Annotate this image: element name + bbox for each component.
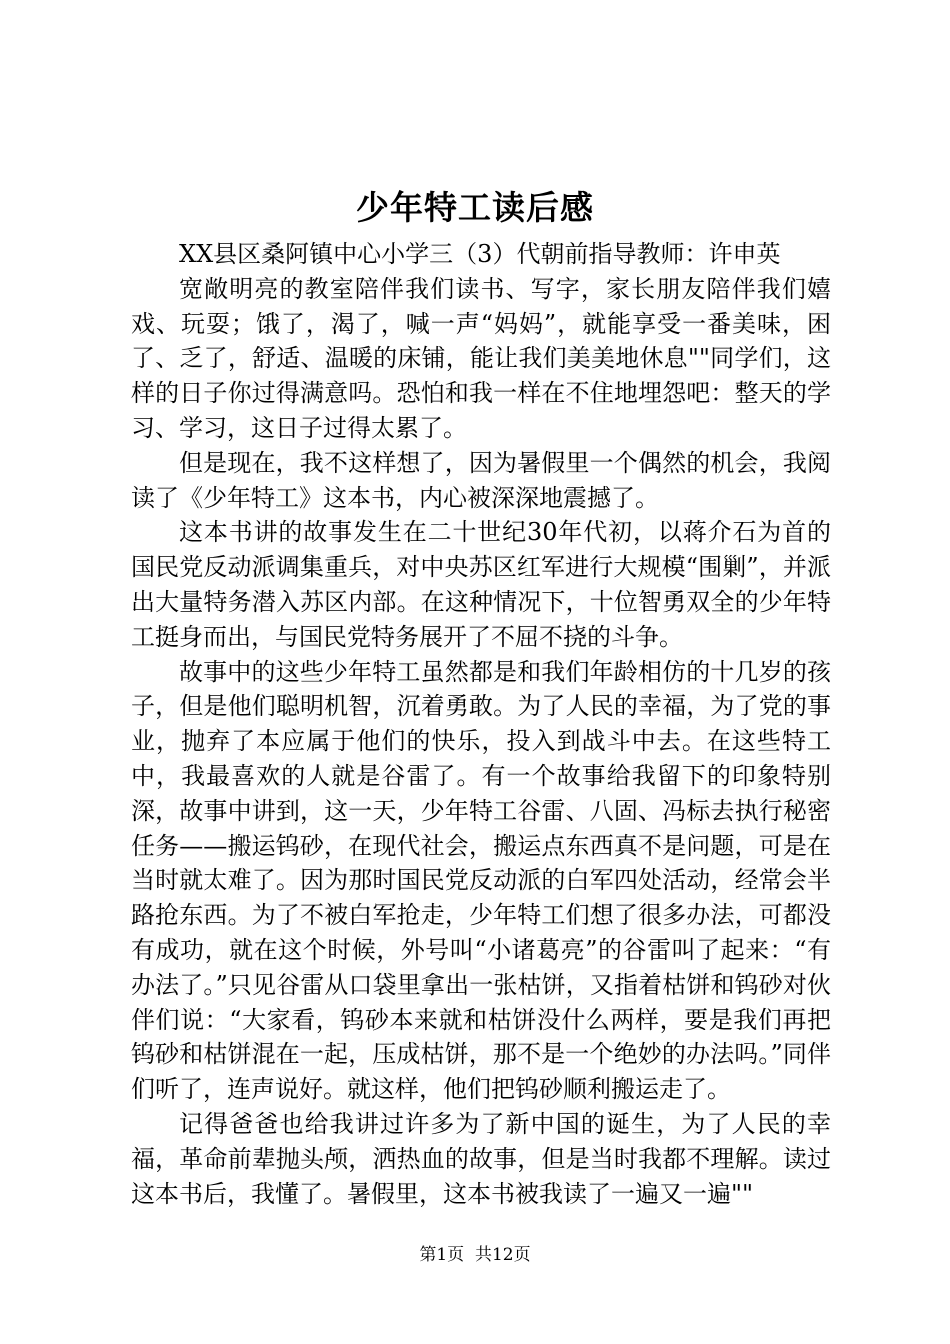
paragraph: 宽敞明亮的教室陪伴我们读书、写字，家长朋友陪伴我们嬉戏、玩耍；饿了，渴了，喊一声“妈妈”，就能享受一番美味，困了、乏了，舒适、温暖的床铺，能让我们美美地休息""同学们，这样的日子你过得满意吗。恐怕和我一样在不住地埋怨吧：整天的学习、学习，这日子过得太累了。 [131,274,831,442]
page-footer: 第1页 共12页 [419,1245,531,1265]
paragraph: 故事中的这些少年特工虽然都是和我们年龄相仿的十几岁的孩子，但是他们聪明机智，沉着勇敢。为了人民的幸福，为了党的事业，抛弃了本应属于他们的快乐，投入到战斗中去。在这些特工中，我最喜欢的人就是谷雷了。有一个故事给我留下的印象特别深，故事中讲到，这一天，少年特工谷雷、八固、冯标去执行秘密任务——搬运钨砂，在现代社会，搬运点东西真不是问题，可是在当时就太难了。因为那时国民党反动派的白军四处活动，经常会半路抢东西。为了不被白军抢走，少年特工们想了很多办法，可都没有成功，就在这个时候，外号叫“小诸葛亮”的谷雷叫了起来：“有办法了。”只见谷雷从口袋里拿出一张枯饼，又指着枯饼和钨砂对伙伴们说：“大家看，钨砂本来就和枯饼没什么两样，要是我们再把钨砂和枯饼混在一起，压成枯饼，那不是一个绝妙的办法吗。”同伴们听了，连声说好。就这样，他们把钨砂顺利搬运走了。 [131,657,831,1104]
paragraph: 这本书讲的故事发生在二十世纪30年代初，以蒋介石为首的国民党反动派调集重兵，对中央苏区红军进行大规模“围剿”，并派出大量特务潜入苏区内部。在这种情况下，十位智勇双全的少年特工挺身而出，与国民党特务展开了不屈不挠的斗争。 [131,518,831,651]
document-body [131,237,831,1211]
document-title: 少年特工读后感 [356,188,594,227]
paragraph: 但是现在，我不这样想了，因为暑假里一个偶然的机会，我阅读了《少年特工》这本书，内心被深深地震撼了。 [131,448,831,512]
author-line: XX县区桑阿镇中心小学三（3）代朝前指导教师：许申英 [179,240,781,268]
paragraph: 记得爸爸也给我讲过许多为了新中国的诞生，为了人民的幸福，革命前辈抛头颅，洒热血的故事，但是当时我都不理解。读过这本书后，我懂了。暑假里，这本书被我读了一遍又一遍"" [131,1109,831,1208]
